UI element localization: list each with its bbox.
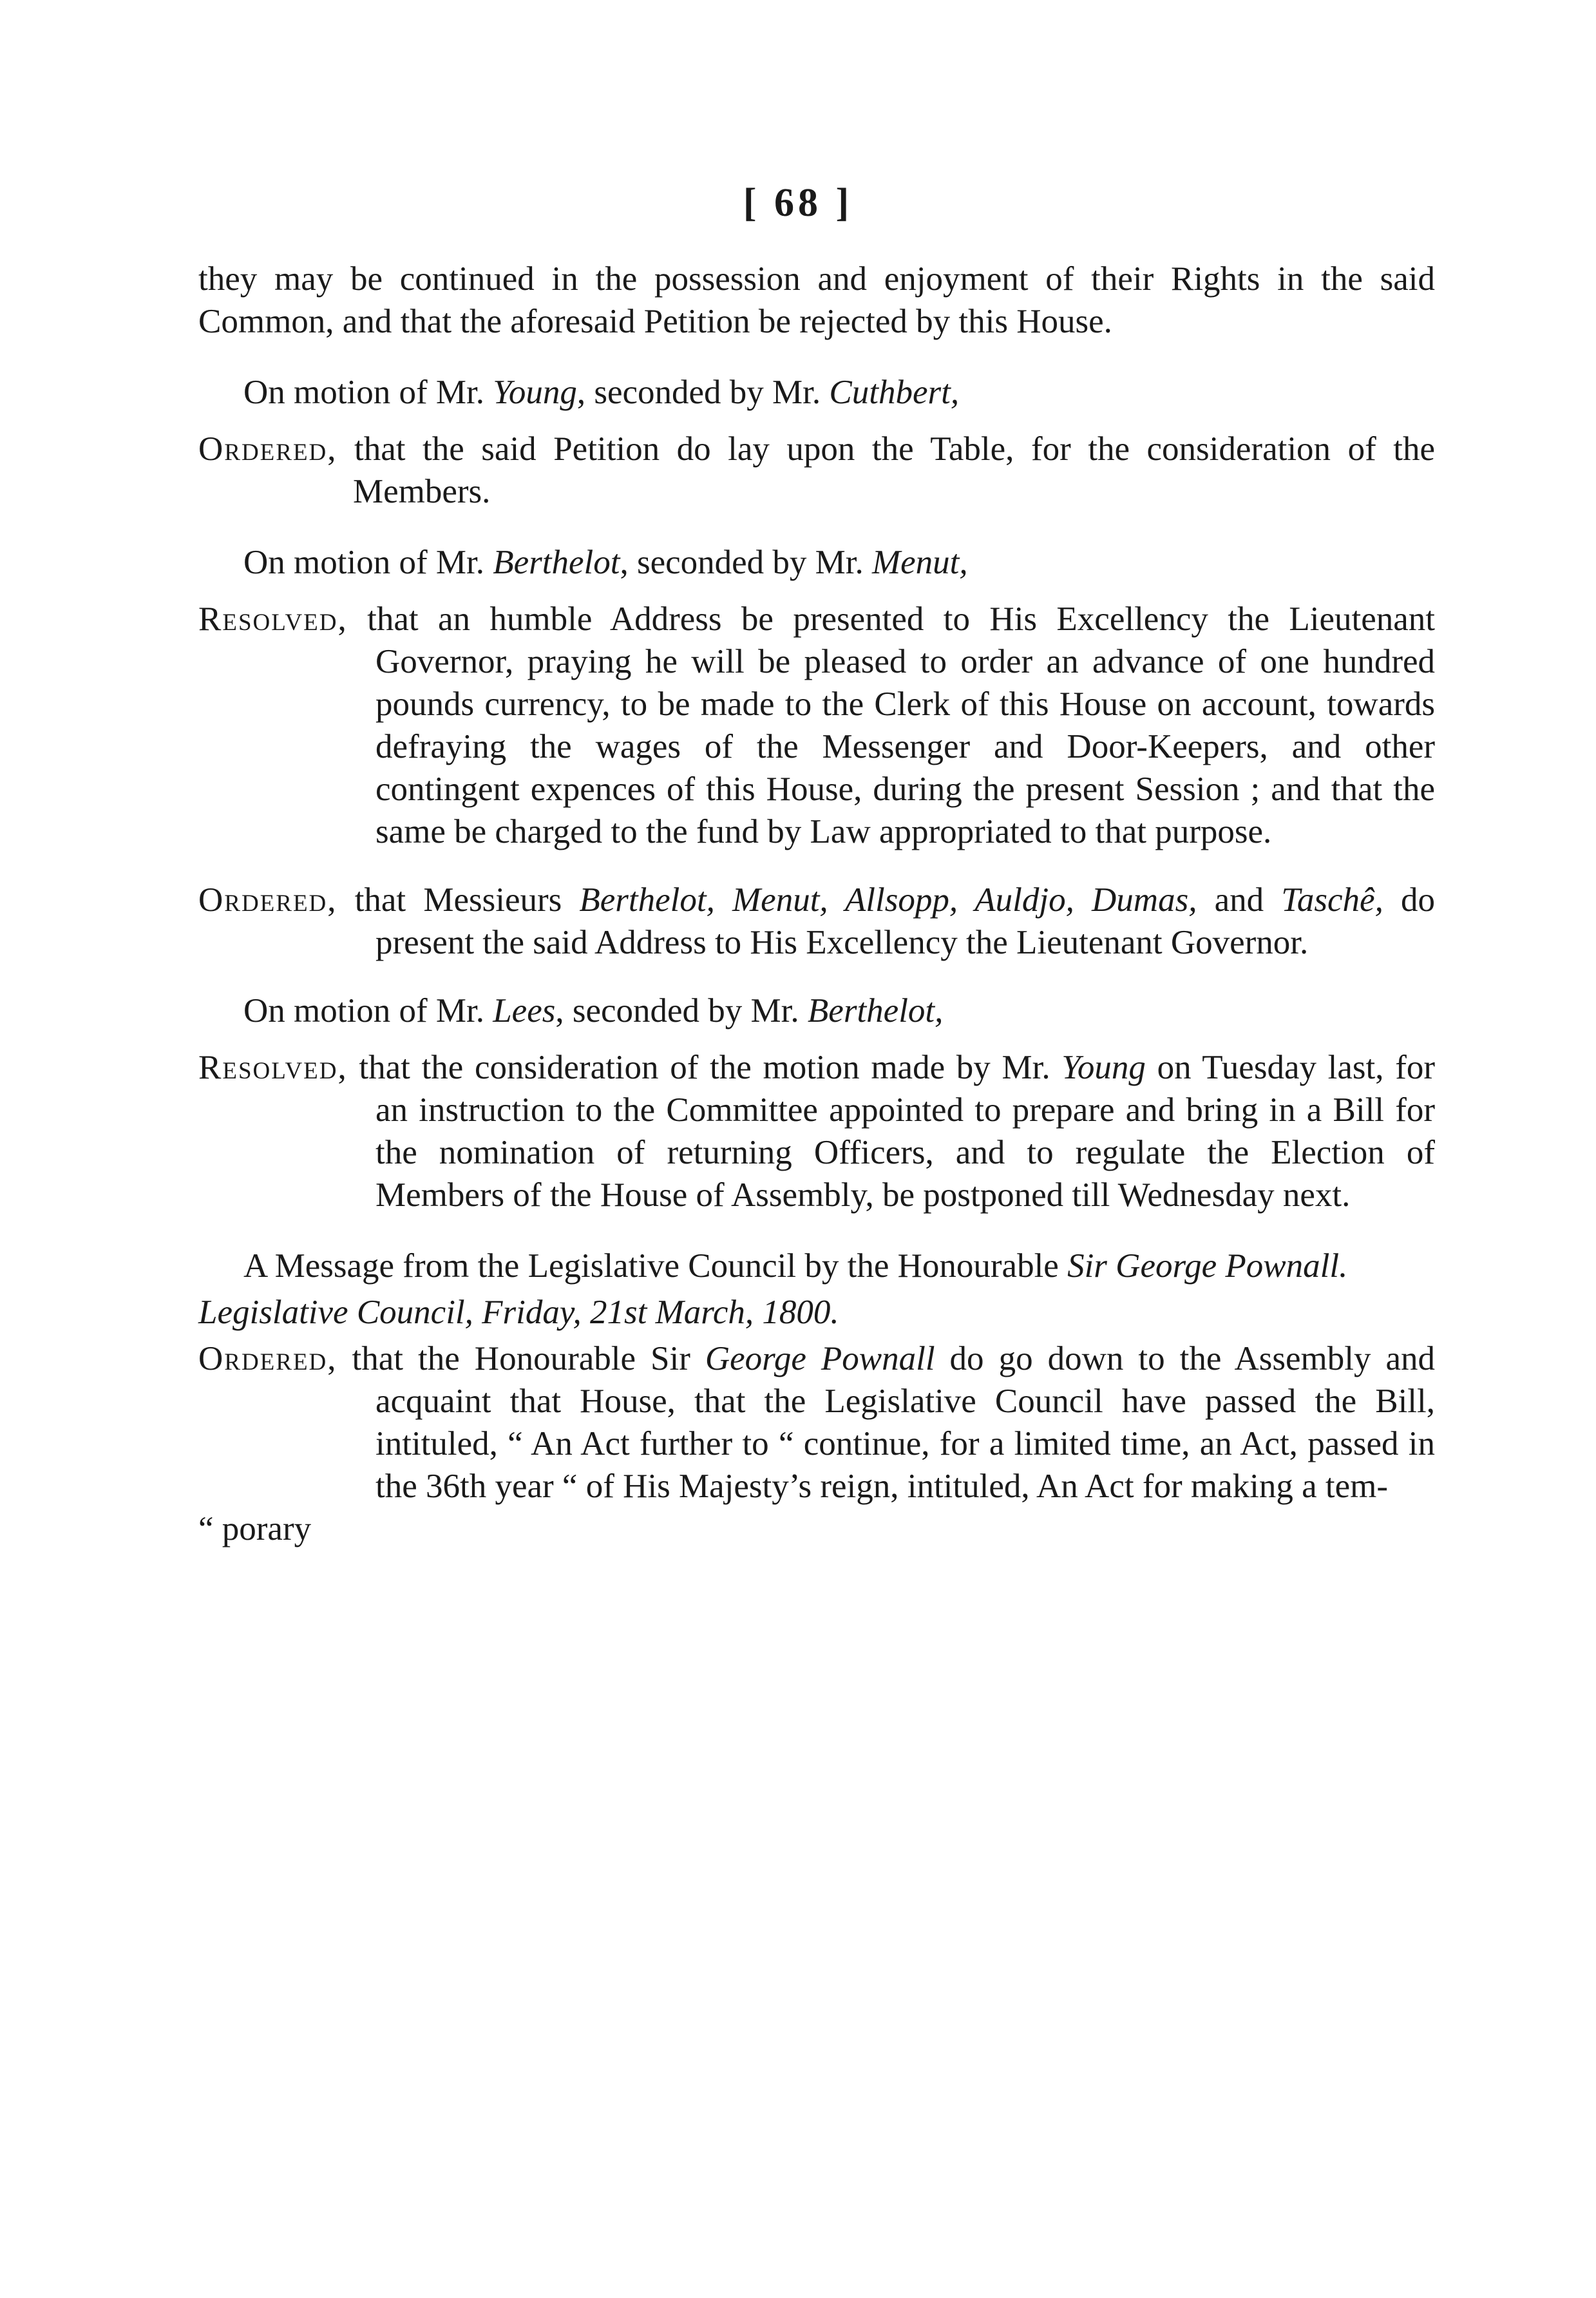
catchword: “ porary (198, 1510, 312, 1547)
member-names: Berthelot, Menut, Allsopp, Auldjo, Dumas, (579, 881, 1197, 919)
continuation-paragraph: they may be continued in the possession and enjoyment of their Rights in the said Common, and that the aforesaid Petition be rejected by this House. (198, 260, 1435, 340)
motion-text: On motion of Mr. (243, 374, 493, 411)
member-name: Young (1061, 1049, 1146, 1086)
order-text: that the Honourable Sir (337, 1340, 705, 1377)
motion-text: , seconded by Mr. (576, 374, 830, 411)
resolution-text: on Tuesday last, for an instruction to the Committee appointed to prepare and bring in a Bill for the nomination of returning Officers, and to regulate the Election of Members of the House of Assembly, be postponed till Wednesday next. (375, 1049, 1435, 1214)
resolution-heading: Resolved, (198, 600, 348, 638)
member-name: Young (493, 374, 577, 411)
member-name: Taschê, (1281, 881, 1383, 919)
page-number: [ 68 ] (743, 181, 853, 225)
member-name: Lees (493, 992, 556, 1029)
member-name: Berthelot (493, 544, 620, 581)
motion-text: , seconded by Mr. (555, 992, 808, 1029)
council-message (198, 1245, 1435, 1287)
order-heading: Ordered, (198, 881, 337, 919)
resolution-address (198, 598, 1435, 853)
order-council (198, 1337, 1435, 1508)
motion-text: On motion of Mr. (243, 544, 493, 581)
resolution-heading: Resolved, (198, 1049, 348, 1086)
motion-text: On motion of Mr. (243, 992, 493, 1029)
resolution-text: that an humble Address be presented to His Excellency the Lieutenant Governor, praying he will be pleased to order an advance of one hundred pounds currency, to be made to the Clerk of this House on account, towards defraying the wages of the Messenger and Door-Keepers, and other contingent expences of this House, during the present Session ; and that the same be charged to the fund by Law appropriated to that purpose. (347, 600, 1435, 850)
member-name: Berthelot, (807, 992, 944, 1029)
message-text: A Message from the Legislative Council by the Honourable (243, 1247, 1068, 1285)
member-name: Cuthbert, (829, 374, 960, 411)
order-text: that Messieurs (337, 881, 580, 919)
resolution-text: that the consideration of the motion made by Mr. (347, 1049, 1062, 1086)
order-present-address (198, 879, 1435, 964)
order-heading: Ordered, (198, 430, 337, 468)
order-text: that the said Petition do lay upon the Table, for the consideration of the Members. (337, 430, 1435, 510)
order-text: do present the said Address to His Excellency the Lieutenant Governor. (375, 881, 1435, 961)
body-text (198, 258, 1435, 1550)
motion-young (198, 371, 1435, 414)
order-text: do go down to the Assembly and acquaint that House, that the Legislative Council have passed the Bill, intituled, “ An Act further to “ continue, for a limited time, an Act, passed in the 36th year “ of His Majesty’s reign, intituled, An Act for making a tem- (375, 1340, 1435, 1505)
order-text: and (1197, 881, 1282, 919)
order-petition-table (198, 428, 1435, 513)
member-name: Sir George Pownall. (1067, 1247, 1348, 1285)
motion-berthelot (198, 541, 1435, 584)
member-name: Menut, (872, 544, 968, 581)
resolution-postpone (198, 1046, 1435, 1216)
dateline: Legislative Council, Friday, 21st March, 1800. (198, 1294, 839, 1331)
order-heading: Ordered, (198, 1340, 337, 1377)
motion-text: , seconded by Mr. (620, 544, 872, 581)
motion-lees (198, 990, 1435, 1032)
member-name: George Pownall (705, 1340, 935, 1377)
